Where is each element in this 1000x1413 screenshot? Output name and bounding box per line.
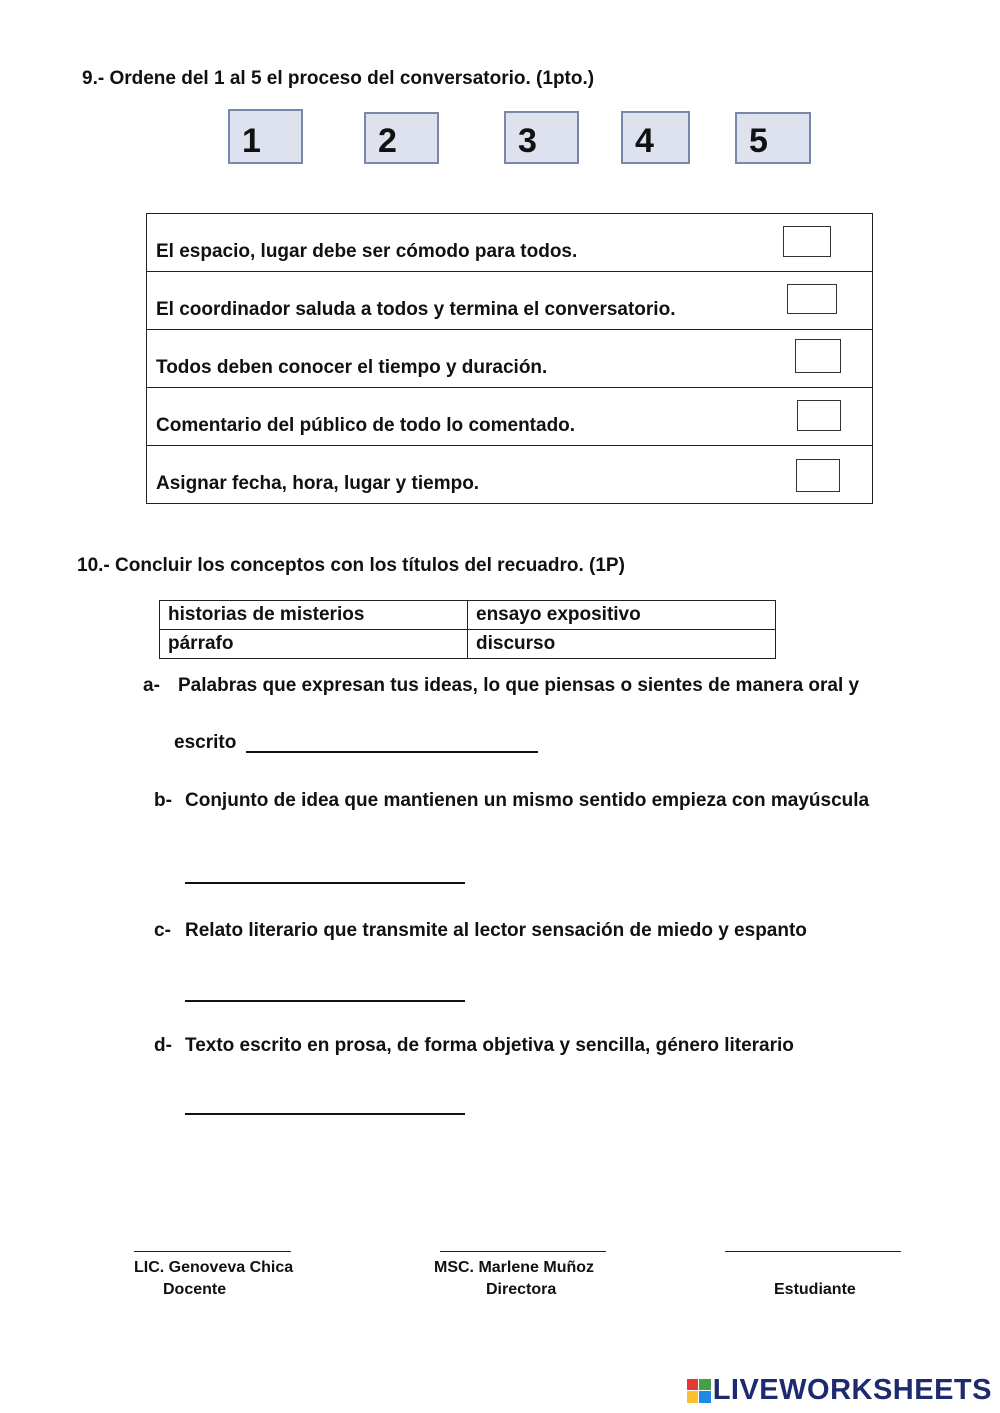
ordering-row-text: Comentario del público de todo lo comentado. [156, 415, 576, 436]
question-9-title: 9.- Ordene del 1 al 5 el proceso del conversatorio. (1pto.) [82, 68, 595, 89]
liveworksheets-logo-text: LIVEWORKSHEETS [712, 1374, 992, 1406]
liveworksheets-logo-icon [687, 1379, 711, 1403]
number-box-2: 2 [364, 112, 439, 164]
table-row [160, 630, 776, 659]
answer-box[interactable] [783, 226, 831, 257]
item-c-text: Relato literario que transmite al lector sensación de miedo y espanto [185, 920, 807, 941]
question-10-title: 10.- Concluir los conceptos con los títulos del recuadro. (1P) [77, 555, 625, 576]
number-box-5: 5 [735, 112, 811, 164]
word-bank-cell: historias de misterios [160, 601, 468, 630]
table-row [147, 388, 873, 446]
word-bank-table [159, 600, 776, 659]
item-d-text: Texto escrito en prosa, de forma objetiva y sencilla, género literario [185, 1035, 794, 1056]
word-bank-cell: ensayo expositivo [468, 601, 776, 630]
table-row [147, 446, 873, 504]
number-box-3: 3 [504, 111, 579, 164]
item-a-continuation: escrito [174, 732, 237, 753]
number-box-1: 1 [228, 109, 303, 164]
liveworksheets-logo [687, 1374, 992, 1407]
signature-line-student [725, 1251, 901, 1252]
answer-box[interactable] [796, 459, 840, 492]
teacher-role: Docente [163, 1281, 227, 1298]
signature-line-teacher [134, 1251, 291, 1252]
ordering-row-text: Todos deben conocer el tiempo y duración. [156, 357, 548, 378]
item-c-label: c- [154, 920, 171, 941]
answer-box[interactable] [795, 339, 841, 373]
ordering-table [146, 213, 873, 504]
ordering-row-text: El coordinador saluda a todos y termina el conversatorio. [156, 299, 676, 320]
word-bank-cell: párrafo [160, 630, 468, 659]
director-name: MSC. Marlene Muñoz [434, 1259, 595, 1276]
number-box-4: 4 [621, 111, 690, 164]
student-role: Estudiante [774, 1281, 856, 1298]
table-row [160, 601, 776, 630]
answer-line-c[interactable] [185, 1000, 465, 1002]
item-a-text: Palabras que expresan tus ideas, lo que piensas o sientes de manera oral y [178, 675, 860, 696]
signature-line-director [440, 1251, 606, 1252]
director-role: Directora [486, 1281, 557, 1298]
item-b-label: b- [154, 790, 172, 811]
answer-box[interactable] [787, 284, 837, 314]
answer-line-a[interactable] [246, 751, 538, 753]
word-bank-cell: discurso [468, 630, 776, 659]
ordering-row-text: El espacio, lugar debe ser cómodo para todos. [156, 241, 578, 262]
table-row [147, 272, 873, 330]
teacher-name: LIC. Genoveva Chica [134, 1259, 294, 1276]
answer-line-b[interactable] [185, 882, 465, 884]
ordering-row-text: Asignar fecha, hora, lugar y tiempo. [156, 473, 480, 494]
answer-line-d[interactable] [185, 1113, 465, 1115]
item-b-text: Conjunto de idea que mantienen un mismo sentido empieza con mayúscula [185, 790, 870, 811]
answer-box[interactable] [797, 400, 841, 431]
item-d-label: d- [154, 1035, 172, 1056]
table-row [147, 214, 873, 272]
table-row [147, 330, 873, 388]
item-a-label: a- [143, 675, 160, 696]
